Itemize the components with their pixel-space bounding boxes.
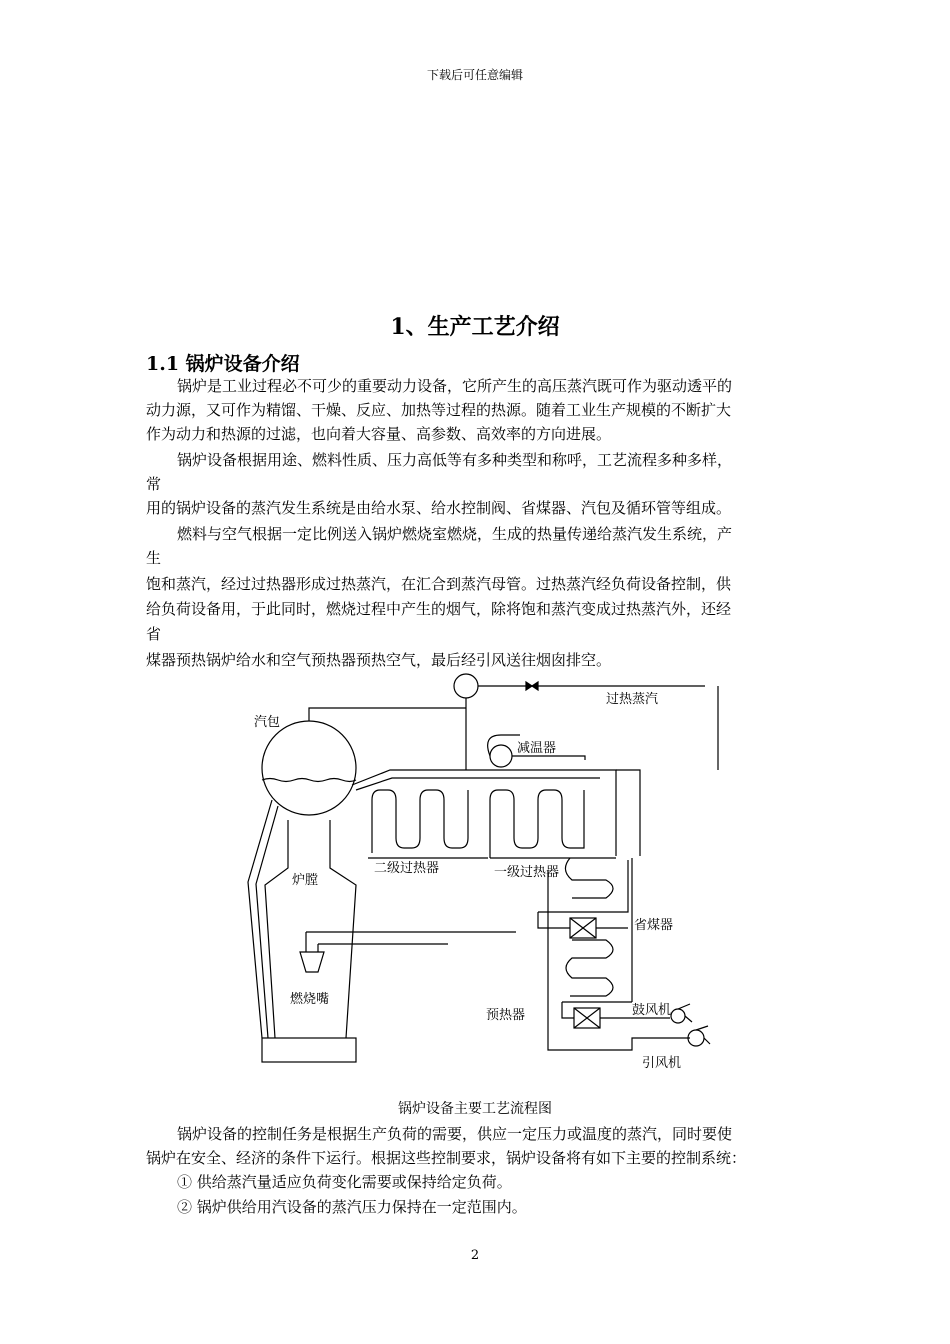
- label-primary-superheater: 一级过热器: [494, 865, 560, 880]
- paragraph-line: 用的锅炉设备的蒸汽发生系统是由给水泵、给水控制阀、省煤器、汽包及循环管等组成。: [146, 499, 732, 517]
- label-desuperheater: 减温器: [517, 741, 557, 756]
- desuperheater-icon: [490, 745, 512, 767]
- paragraph-line: 作为动力和热源的过滤，也向着大容量、高参数、高效率的方向进展。: [146, 425, 612, 443]
- paragraph-line: 煤器预热锅炉给水和空气预热器预热空气，最后经引风送往烟囱排空。: [146, 651, 612, 669]
- figure-caption: 锅炉设备主要工艺流程图: [398, 1101, 552, 1117]
- section-heading: 1.1 锅炉设备介绍: [146, 353, 300, 375]
- induced-fan-icon: [688, 1030, 704, 1046]
- paragraph-line: 常: [146, 475, 162, 493]
- furnace-wall-left: [265, 820, 288, 1038]
- paragraph-line: 锅炉在安全、经济的条件下运行。根据这些控制要求，锅炉设备将有如下主要的控制系统：: [146, 1149, 747, 1167]
- paragraph-line: ① 供给蒸汽量适应负荷变化需要或保持给定负荷。: [177, 1173, 512, 1191]
- paragraph-line: ② 锅炉供给用汽设备的蒸汽压力保持在一定范围内。: [177, 1198, 527, 1216]
- paragraph-line: 给负荷设备用，于此同时，燃烧过程中产生的烟气，除将饱和蒸汽变成过热蒸汽外，还经: [146, 600, 732, 618]
- feed-pump-icon: [454, 674, 478, 698]
- paragraph-line: 锅炉设备根据用途、燃料性质、压力高低等有多种类型和称呼，工艺流程多种多样，: [177, 451, 733, 469]
- paragraph-line: 生: [146, 549, 162, 567]
- paragraph-line: 饱和蒸汽，经过过热器形成过热蒸汽，在汇合到蒸汽母管。过热蒸汽经负荷设备控制，供: [146, 575, 732, 593]
- page-number: 2: [470, 1248, 480, 1263]
- chapter-title: 1、生产工艺介绍: [390, 314, 560, 340]
- label-preheater: 预热器: [486, 1008, 526, 1023]
- paragraph-line: 燃料与空气根据一定比例送入锅炉燃烧室燃烧，生成的热量传递给蒸汽发生系统，产: [177, 525, 733, 543]
- paragraph-line: 动力源，又可作为精馏、干燥、反应、加热等过程的热源。随着工业生产规模的不断扩大: [146, 401, 732, 419]
- furnace-base: [262, 1038, 356, 1062]
- secondary-superheater: [372, 790, 468, 853]
- label-burner: 燃烧嘴: [290, 992, 330, 1007]
- burner-icon: [300, 952, 324, 972]
- valve-icon: [526, 682, 538, 690]
- label-furnace: 炉膛: [292, 873, 319, 888]
- primary-superheater: [490, 790, 584, 858]
- steam-drum: [262, 721, 356, 815]
- paragraph-line: 锅炉设备的控制任务是根据生产负荷的需要，供应一定压力或温度的蒸汽，同时要使: [177, 1125, 733, 1143]
- label-secondary-superheater: 二级过热器: [374, 861, 440, 876]
- label-steam-drum: 汽包: [254, 715, 281, 730]
- label-induced-fan: 引风机: [642, 1056, 682, 1071]
- furnace-wall-right: [330, 820, 356, 1038]
- blower-icon: [671, 1009, 685, 1023]
- paragraph-line: 锅炉是工业过程必不可少的重要动力设备，它所产生的高压蒸汽既可作为驱动透平的: [177, 377, 733, 395]
- label-superheated-steam: 过热蒸汽: [606, 692, 659, 707]
- drum-water-level: [262, 779, 356, 782]
- page-header: 下载后可任意编辑: [426, 68, 523, 82]
- label-economizer: 省煤器: [634, 918, 674, 933]
- paragraph-line: 省: [146, 625, 162, 643]
- label-blower: 鼓风机: [632, 1003, 672, 1018]
